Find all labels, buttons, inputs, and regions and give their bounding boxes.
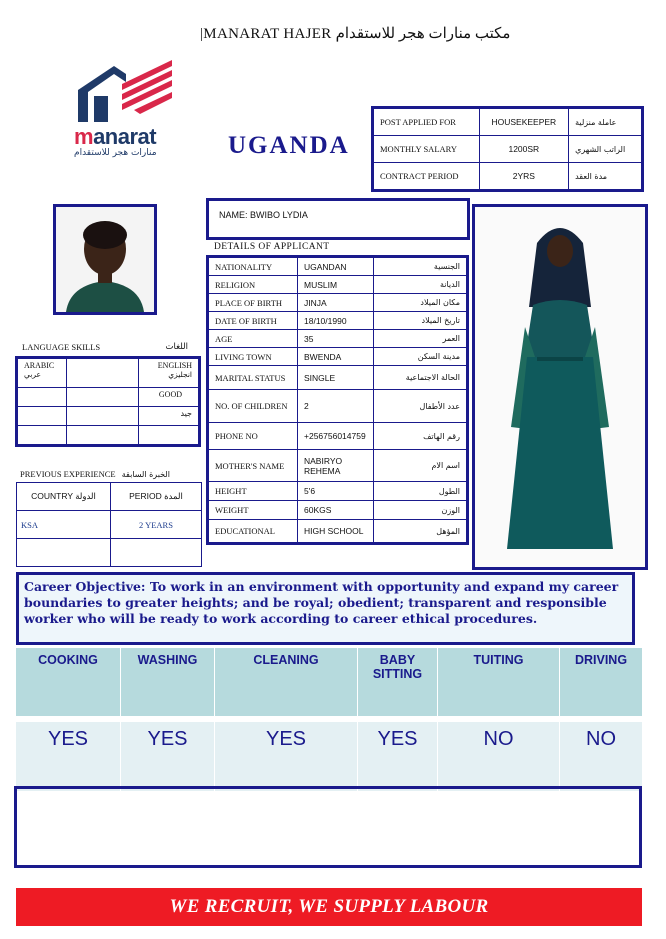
detail-label: WEIGHT	[208, 501, 298, 520]
language-skills-table	[15, 356, 201, 447]
detail-arabic: مدينة السكن	[374, 348, 468, 366]
arabic-label: ARABIC	[24, 361, 55, 370]
language-row-1	[17, 358, 200, 388]
post-arabic: عاملة منزلية	[569, 108, 643, 136]
empty-cell	[67, 407, 139, 426]
contract-value: 2YRS	[479, 163, 569, 191]
skill-value: YES	[121, 722, 215, 791]
detail-label: LIVING TOWN	[208, 348, 298, 366]
skills-header-row	[16, 648, 643, 716]
detail-arabic: تاريخ الميلاد	[374, 312, 468, 330]
detail-value: +256756014759	[298, 423, 374, 450]
detail-value: 60KGS	[298, 501, 374, 520]
skill-name: WASHING	[121, 648, 215, 716]
post-label: POST APPLIED FOR	[373, 108, 480, 136]
applicant-name-box	[206, 198, 470, 240]
detail-value: SINGLE	[298, 366, 374, 390]
detail-arabic: اسم الام	[374, 450, 468, 482]
post-info-table	[371, 106, 644, 192]
applicant-details-table	[206, 255, 469, 545]
detail-arabic: الديانة	[374, 276, 468, 294]
details-heading: DETAILS OF APPLICANT	[214, 242, 330, 252]
experience-country: KSA	[17, 511, 111, 539]
full-body-photo-icon	[475, 207, 645, 567]
english-level: GOOD	[139, 388, 200, 407]
country-heading: UGANDA	[228, 132, 350, 159]
post-value: HOUSEKEEPER	[479, 108, 569, 136]
empty-cell	[111, 539, 202, 567]
skill-value: YES	[215, 722, 358, 791]
language-row-2	[17, 388, 200, 407]
detail-row	[208, 423, 468, 450]
detail-arabic: عدد الأطفال	[374, 390, 468, 423]
detail-label: EDUCATIONAL	[208, 520, 298, 544]
post-row	[373, 108, 643, 136]
detail-arabic: الوزن	[374, 501, 468, 520]
detail-value: HIGH SCHOOL	[298, 520, 374, 544]
detail-label: AGE	[208, 330, 298, 348]
detail-value: 18/10/1990	[298, 312, 374, 330]
skills-value-row	[16, 722, 643, 791]
empty-cell	[139, 426, 200, 446]
empty-cell	[17, 539, 111, 567]
skill-value: NO	[438, 722, 560, 791]
country-header: COUNTRY الدولة	[17, 483, 111, 511]
applicant-name: NAME: BWIBO LYDIA	[219, 210, 308, 220]
english-level-arabic: جيد	[139, 407, 200, 426]
previous-experience-heading	[20, 469, 170, 479]
logo-wordmark: manarat	[74, 124, 157, 149]
detail-arabic: الحالة الاجتماعية	[374, 366, 468, 390]
detail-label: RELIGION	[208, 276, 298, 294]
language-label-arabic: اللغات	[165, 342, 188, 352]
notes-box	[14, 786, 642, 868]
logo-arabic-text: منارات هجر للاستقدام	[74, 148, 157, 158]
detail-label: PLACE OF BIRTH	[208, 294, 298, 312]
house-logo-icon	[74, 60, 178, 124]
arabic-label-arabic: عربي	[24, 370, 41, 379]
empty-cell	[67, 426, 139, 446]
salary-value: 1200SR	[479, 136, 569, 163]
detail-label: HEIGHT	[208, 482, 298, 501]
skill-value: YES	[358, 722, 438, 791]
salary-label: MONTHLY SALARY	[373, 136, 480, 163]
language-row-3	[17, 407, 200, 426]
empty-cell	[17, 426, 67, 446]
detail-arabic: رقم الهاتف	[374, 423, 468, 450]
arabic-cell	[17, 358, 67, 388]
period-header: PERIOD المدة	[111, 483, 202, 511]
portrait-photo-icon	[56, 207, 154, 312]
salary-row	[373, 136, 643, 163]
experience-label-arabic: الخبرة السابقة	[121, 470, 170, 479]
english-cell	[139, 358, 200, 388]
skill-name: DRIVING	[560, 648, 643, 716]
skill-value: NO	[560, 722, 643, 791]
detail-label: NO. OF CHILDREN	[208, 390, 298, 423]
detail-value: NABIRYO REHEMA	[298, 450, 374, 482]
detail-arabic: الجنسية	[374, 257, 468, 276]
detail-label: PHONE NO	[208, 423, 298, 450]
experience-empty-row	[17, 539, 202, 567]
detail-row	[208, 276, 468, 294]
detail-value: 35	[298, 330, 374, 348]
empty-cell	[17, 407, 67, 426]
skill-name: CLEANING	[215, 648, 358, 716]
detail-row	[208, 501, 468, 520]
skill-name: BABY SITTING	[358, 648, 438, 716]
arabic-level-cell	[67, 358, 139, 388]
full-body-photo	[472, 204, 648, 570]
language-row-4	[17, 426, 200, 446]
experience-header-row	[17, 483, 202, 511]
detail-row	[208, 330, 468, 348]
contract-label: CONTRACT PERIOD	[373, 163, 480, 191]
company-logo	[74, 60, 178, 160]
experience-period: 2 YEARS	[111, 511, 202, 539]
detail-arabic: العمر	[374, 330, 468, 348]
language-skills-heading	[22, 342, 188, 352]
empty-cell	[67, 388, 139, 407]
detail-label: NATIONALITY	[208, 257, 298, 276]
contract-arabic: مدة العقد	[569, 163, 643, 191]
experience-row	[17, 511, 202, 539]
detail-label: DATE OF BIRTH	[208, 312, 298, 330]
empty-cell	[17, 388, 67, 407]
detail-row	[208, 294, 468, 312]
language-label: LANGUAGE SKILLS	[22, 342, 101, 352]
detail-label: MARITAL STATUS	[208, 366, 298, 390]
previous-experience-table	[16, 482, 202, 567]
detail-row	[208, 482, 468, 501]
detail-row	[208, 348, 468, 366]
skill-name: COOKING	[16, 648, 121, 716]
english-label: ENGLISH	[157, 361, 192, 370]
detail-row	[208, 390, 468, 423]
detail-row	[208, 520, 468, 544]
skill-name: TUITING	[438, 648, 560, 716]
english-label-arabic: انجليزي	[168, 370, 192, 379]
detail-label: MOTHER'S NAME	[208, 450, 298, 482]
detail-row	[208, 450, 468, 482]
page-title: |MANARAT HAJER مكتب منارات هجر للاستقدام	[200, 26, 511, 42]
detail-value: BWENDA	[298, 348, 374, 366]
experience-label: PREVIOUS EXPERIENCE	[20, 469, 116, 479]
detail-value: UGANDAN	[298, 257, 374, 276]
detail-arabic: الطول	[374, 482, 468, 501]
passport-photo	[53, 204, 157, 315]
career-objective: Career Objective: To work in an environment with opportunity and expand my career boundaries to greater heights; and be royal; obedient; transparent and responsible worker who will be ready to work according to career ethical procedures.	[16, 572, 635, 645]
detail-arabic: مكان الميلاد	[374, 294, 468, 312]
skill-value: YES	[16, 722, 121, 791]
footer-banner: WE RECRUIT, WE SUPPLY LABOUR	[16, 888, 642, 926]
detail-row	[208, 366, 468, 390]
detail-value: JINJA	[298, 294, 374, 312]
detail-row	[208, 257, 468, 276]
detail-row	[208, 312, 468, 330]
contract-row	[373, 163, 643, 191]
detail-value: 2	[298, 390, 374, 423]
detail-arabic: المؤهل	[374, 520, 468, 544]
skills-table	[16, 648, 643, 778]
detail-value: MUSLIM	[298, 276, 374, 294]
salary-arabic: الراتب الشهري	[569, 136, 643, 163]
detail-value: 5'6	[298, 482, 374, 501]
